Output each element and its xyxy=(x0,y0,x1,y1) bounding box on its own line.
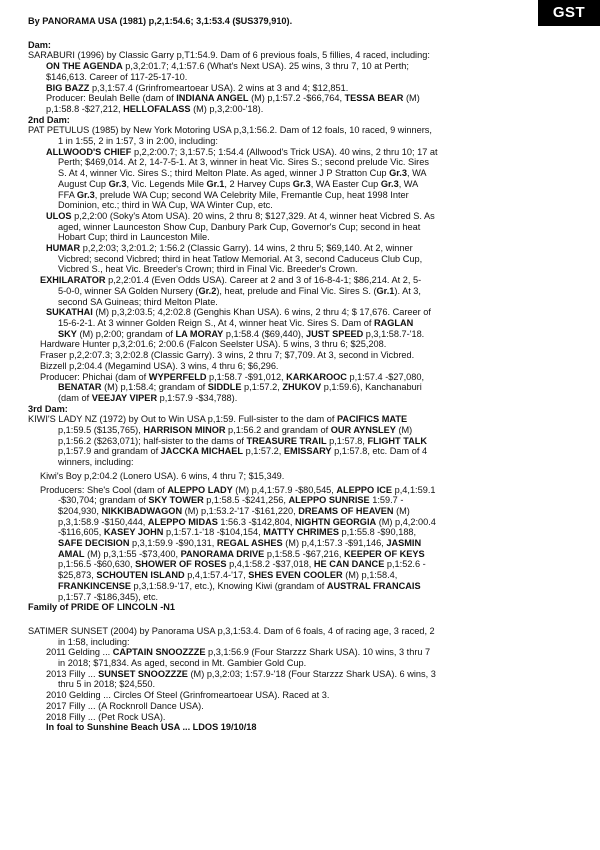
section-heading: Family of PRIDE OF LINCOLN -N1 xyxy=(28,602,176,613)
pedigree-line: Vicbred S., heat Vic. Breeder's Crown; third in Final Vic. Breeder's Crown. xyxy=(58,264,358,275)
pedigree-line: Producer: Phichai (dam of WYPERFELD p,1:58.7 -$91,012, KARKAROOC p,1:57.4 -$27,080, xyxy=(40,371,425,382)
pedigree-line: p,1:57.9 and grandam of JACCKA MICHAEL p,1:57.2, EMISSARY p,1:57.8, etc. Dam of 4 xyxy=(58,446,428,457)
pedigree-line: p,1:57.7 -$186,345), etc. xyxy=(58,591,159,602)
spacer xyxy=(28,27,528,40)
pedigree-line: 5-0-0, winner SA Golden Nursery (Gr.2), heat, prelude and Final Vic. Sires S. (Gr.1). At 3, xyxy=(58,285,421,296)
pedigree-line: PAT PETULUS (1985) by New York Motoring USA p,3,1:56.2. Dam of 12 foals, 10 raced, 9 winners, xyxy=(28,125,432,136)
pedigree-line: winners, including: xyxy=(58,457,134,468)
pedigree-line: Producer: Beulah Belle (dam of INDIANA ANGEL (M) p,1:57.2 -$66,764, TESSA BEAR (M) xyxy=(46,93,420,104)
pedigree-line: HUMAR p,2,2:03; 3,2:01.2; 1:56.2 (Classic Garry). 14 wins, 2 thru 5; $69,140. At 2, winner xyxy=(46,243,413,254)
catalogue-tag: GST xyxy=(538,0,600,26)
pedigree-page xyxy=(28,16,528,733)
pedigree-line: in 1:58, including: xyxy=(58,636,130,647)
pedigree-line: ULOS p,2,2:00 (Soky's Atom USA). 20 wins, 2 thru 8; $127,329. At 4, winner heat Vicbred S. As xyxy=(46,210,435,221)
pedigree-line: p,1:59.5 ($135,765), HARRISON MINOR p,1:56.2 and grandam of OUR AYNSLEY (M) xyxy=(58,425,413,436)
pedigree-line: FFA Gr.3, prelude WA Cup; second WA Celebrity Mile, Fremantle Cup, heat 1998 Inter xyxy=(58,189,409,200)
pedigree-line: p,1:58.8 -$27,212, HELLOFALASS (M) p,3,2:00-'18). xyxy=(46,103,264,114)
pedigree-line: Bizzell p,2:04.4 (Megamind USA). 3 wins, 4 thru 6; $6,296. xyxy=(40,360,279,371)
pedigree-line: 2010 Gelding ... Circles Of Steel (Grinfromeartoear USA). Raced at 3. xyxy=(46,690,330,701)
pedigree-line: August Cup Gr.3, Vic. Legends Mile Gr.1, 2 Harvey Cups Gr.3, WA Easter Cup Gr.3, WA xyxy=(58,178,419,189)
pedigree-line: 15-6-2-1. At 3 winner Golden Reign S., At 4, winner heat Vic. Sires S. Dam of RAGLAN xyxy=(58,317,414,328)
pedigree-line: in 2018; $71,834. As aged, second in Mt. Gambier Gold Cup. xyxy=(58,658,307,669)
pedigree-line: 1 in 1:55, 2 in 1:57, 3 in 2:00, including: xyxy=(58,136,218,147)
pedigree-line: Producers: She's Cool (dam of ALEPPO LADY (M) p,4,1:57.9 -$80,545, ALEPPO ICE p,4,1:59.1 xyxy=(40,484,436,495)
pedigree-line: SARABURI (1996) by Classic Garry p,T1:54.9. Dam of 6 previous foals, 5 fillies, 4 raced, including: xyxy=(28,50,430,61)
pedigree-line: p,1:56.2 ($263,071); half-sister to the dams of TREASURE TRAIL p,1:57.8, FLIGHT TALK xyxy=(58,435,428,446)
pedigree-line: BENATAR (M) p,1:58.4; grandam of SIDDLE p,1:57.2, ZHUKOV p,1:59.6), Kanchanaburi xyxy=(58,382,422,393)
section-heading: 3rd Dam: xyxy=(28,403,68,414)
spacer xyxy=(28,613,528,626)
pedigree-line: (dam of VEEJAY VIPER p,1:57.9 -$34,788). xyxy=(58,392,238,403)
pedigree-line: p,3,1:58.9 -$150,444, ALEPPO MIDAS 1:56.3 -$142,804, NIGHTN GEORGIA (M) p,4,2:00.4 xyxy=(58,516,436,527)
pedigree-line: second SA Guineas; third Melton Plate. xyxy=(58,296,218,307)
pedigree-line: Hardware Hunter p,3,2:01.6; 2:00.6 (Falcon Seelster USA). 5 wins, 3 thru 6; $25,208. xyxy=(40,339,387,350)
pedigree-line: thru 5 in 2018; $24,550. xyxy=(58,679,156,690)
pedigree-line: 2013 Filly ... SUNSET SNOOZZZE (M) p,3,2:03; 1:57.9-'18 (Four Starzzz Shark USA). 6 wins, 3 xyxy=(46,668,436,679)
pedigree-line: Kiwi's Boy p,2:04.2 (Lonero USA). 6 wins, 4 thru 7; $15,349. xyxy=(40,470,285,481)
pedigree-line: ALLWOOD'S CHIEF p,2,2:00.7; 3,1:57.5; 1:54.4 (Allwood's Trick USA). 40 wins, 2 thru 10; 17 at xyxy=(46,146,438,157)
pedigree-line: Hobart Cup; third in Launceston Mile. xyxy=(58,232,210,243)
section-heading: By PANORAMA USA (1981) p,2,1:54.6; 3,1:53.4 ($US379,910). xyxy=(28,16,293,26)
pedigree-line: ON THE AGENDA p,3,2:01.7; 4,1:57.6 (What's Next USA). 25 wins, 3 thru 7, 10 at Perth; xyxy=(46,61,409,72)
pedigree-line: S. At 4, winner Vic. Sires S.; third Melton Plate. As aged, winner J P Stratton Cup Gr.3, WA xyxy=(58,168,427,179)
section-heading: Dam: xyxy=(28,39,51,50)
pedigree-line: aged, winner Launceston Show Cup, Danbury Park Cup, Governor's Cup; second in heat xyxy=(58,221,421,232)
pedigree-line: 2018 Filly ... (Pet Rock USA). xyxy=(46,711,166,722)
pedigree-line: SAFE DECISION p,3,1:59.9 -$90,131, REGAL ASHES (M) p,4,1:57.3 -$91,146, JASMIN xyxy=(58,538,422,549)
pedigree-line: -$30,704; grandam of SKY TOWER p,1:58.5 -$241,256, ALEPPO SUNRISE 1:59.7 - xyxy=(58,495,404,506)
pedigree-line: Dominion, etc.; third in WA Cup, WA Winter Cup, etc. xyxy=(58,200,273,211)
pedigree-line: KIWI'S LADY NZ (1972) by Out to Win USA p,1:59. Full-sister to the dam of PACIFICS MATE xyxy=(28,414,408,425)
section-heading: In foal to Sunshine Beach USA ... LDOS 19/10/18 xyxy=(46,722,257,733)
pedigree-line: FRANKINCENSE p,3,1:58.9-'17, etc.), Knowing Kiwi (grandam of AUSTRAL FRANCAIS xyxy=(58,580,421,591)
pedigree-line: $25,873, SCHOUTEN ISLAND p,4,1:57.4-'17, SHES EVEN COOLER (M) p,1:58.4, xyxy=(58,570,398,581)
pedigree-line: p,1:56.5 -$60,630, SHOWER OF ROSES p,4,1:58.2 -$37,018, HE CAN DANCE p,1:52.6 - xyxy=(58,559,426,570)
pedigree-line: 2011 Gelding ... CAPTAIN SNOOZZZE p,3,1:56.9 (Four Starzzz Shark USA). 10 wins, 3 thru 7 xyxy=(46,647,431,658)
pedigree-line: BIG BAZZ p,3,1:57.4 (Grinfromeartoear USA). 2 wins at 3 and 4; $12,851. xyxy=(46,82,349,93)
pedigree-line: SUKATHAI (M) p,3,2:03.5; 4,2:02.8 (Genghis Khan USA). 6 wins, 2 thru 4; $ 17,676. Career of xyxy=(46,307,431,318)
pedigree-line: SATIMER SUNSET (2004) by Panorama USA p,3,1:53.4. Dam of 6 foals, 4 of racing age, 3 raced, 2 xyxy=(28,625,435,636)
pedigree-line: Fraser p,2,2:07.3; 3,2:02.8 (Classic Garry). 3 wins, 2 thru 7; $7,709. At 3, second in Vicbred. xyxy=(40,350,415,361)
pedigree-line: AMAL (M) p,3,1:55 -$73,400, PANORAMA DRIVE p,1:58.5 -$67,216, KEEPER OF KEYS xyxy=(58,548,425,559)
pedigree-line: Perth; $469,014. At 2, 14-7-5-1. At 3, winner in heat Vic. Sires S.; second prelude Vic. Sires xyxy=(58,157,429,168)
pedigree-line: EXHILARATOR p,2,2:01.4 (Even Odds USA). Career at 2 and 3 of 16-8-4-1; $86,214. At 2, 5- xyxy=(40,275,422,286)
pedigree-line: $146,613. Career of 117-25-17-10. xyxy=(46,71,188,82)
section-heading: 2nd Dam: xyxy=(28,114,70,125)
pedigree-line: SKY (M) p,2:00; grandam of LA MORAY p,1:58.4 ($69,440), JUST SPEED p,3,1:58.7-'18. xyxy=(58,328,425,339)
pedigree-line: 2017 Filly ... (A Rocknroll Dance USA). xyxy=(46,700,204,711)
pedigree-line: Vicbred; second Vicbred; third in heat Tatlow Memorial. At 3, second Caduceus Club Cup, xyxy=(58,253,423,264)
pedigree-line: -$116,605, KASEY JOHN p,1:57.1-'18 -$104,154, MATTY CHRIMES p,1:55.8 -$90,188, xyxy=(58,527,417,538)
pedigree-line: $204,930, NIKKIBADWAGON (M) p,1:53.2-'17 -$161,220, DREAMS OF HEAVEN (M) xyxy=(58,505,410,516)
